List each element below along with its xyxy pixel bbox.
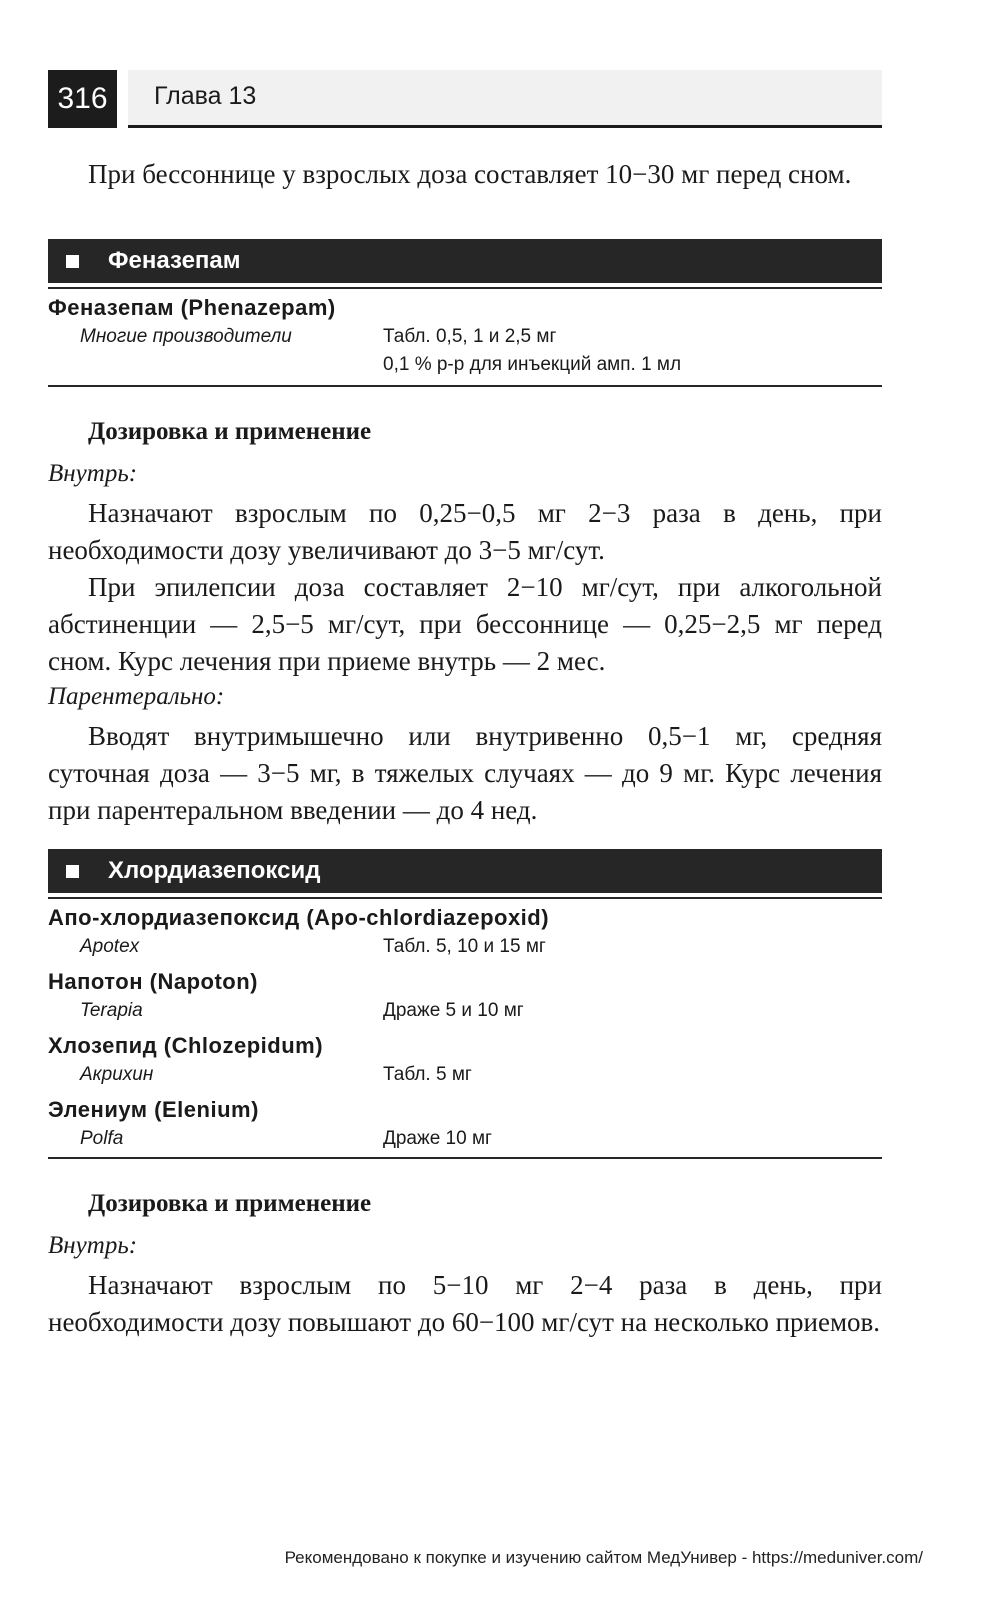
page: [48, 70, 882, 1341]
chapter-title: Глава 13: [154, 82, 257, 110]
drug-entry: [48, 1061, 882, 1089]
manufacturer: Многие производители: [80, 326, 292, 347]
drug-list: [48, 289, 882, 379]
dosage-heading: Дозировка и применение: [88, 418, 372, 445]
intro-paragraph: При бессоннице у взрослых доза составляет 10−30 мг перед сном.: [88, 159, 852, 189]
route-label: Парентерально:: [48, 683, 225, 710]
section-heading-phenazepam: [48, 239, 882, 283]
page-number: 316: [48, 70, 117, 128]
drug-name: Хлозепид (Chlozepidum): [48, 1033, 324, 1058]
route-label: Внутрь:: [48, 1232, 138, 1259]
square-bullet-icon: [66, 865, 79, 878]
dosage-form: Табл. 0,5, 1 и 2,5 мг: [383, 326, 557, 347]
drug-entry: [48, 1125, 882, 1153]
dosage-form: Табл. 5, 10 и 15 мг: [383, 936, 546, 957]
square-bullet-icon: [66, 255, 79, 268]
paragraph: При эпилепсии доза составляет 2−10 мг/сут, при алкогольной абстиненции — 2,5−5 мг/сут, при бессоннице — 0,25−2,5 мг перед сном. Курс лечения при приеме внутрь — 2 мес.: [48, 572, 882, 676]
paragraph: Назначают взрослым по 5−10 мг 2−4 раза в день, при необходимости дозу повышают до 60−100 мг/сут на несколько приемов.: [48, 1270, 882, 1337]
dosage-form: Драже 10 мг: [383, 1128, 492, 1149]
manufacturer: Apotex: [80, 936, 140, 957]
page-header: [48, 70, 882, 128]
drug-name: Феназепам (Phenazepam): [48, 295, 336, 320]
drug-list: [48, 899, 882, 1153]
drug-entry: [48, 933, 882, 961]
section-title: Хлордиазепоксид: [108, 857, 321, 884]
manufacturer: Terapia: [80, 1000, 143, 1021]
paragraph: Назначают взрослым по 0,25−0,5 мг 2−3 раза в день, при необходимости дозу увеличивают до 3−5 мг/сут.: [48, 498, 882, 565]
dosage-form: Табл. 5 мг: [383, 1064, 472, 1085]
drug-entry: [48, 351, 882, 379]
route-label: Внутрь:: [48, 460, 138, 487]
drug-name: Напотон (Napoton): [48, 969, 258, 994]
drug-entry: [48, 323, 882, 351]
chapter-bar: [128, 70, 882, 128]
dosage-heading: Дозировка и применение: [88, 1190, 372, 1217]
section-heading-chlordiazepoxide: [48, 849, 882, 893]
divider: [48, 385, 882, 387]
drug-name: Апо-хлордиазепоксид (Apo-chlordiazepoxid): [48, 905, 550, 930]
paragraph: Вводят внутримышечно или внутривенно 0,5−1 мг, средняя суточная доза — 3−5 мг, в тяжелых случаях — до 9 мг. Курс лечения при парентеральном введении — до 4 нед.: [48, 721, 882, 825]
drug-entry: [48, 997, 882, 1025]
section-title: Феназепам: [108, 247, 241, 274]
dosage-form: 0,1 % р-р для инъекций амп. 1 мл: [383, 354, 682, 375]
footer-watermark: Рекомендовано к покупке и изучению сайтом МедУнивер - https://meduniver.com/: [284, 1548, 923, 1567]
manufacturer: Polfa: [80, 1128, 124, 1149]
manufacturer: Акрихин: [80, 1064, 154, 1085]
divider: [48, 1157, 882, 1159]
drug-name: Элениум (Elenium): [48, 1097, 259, 1122]
dosage-form: Драже 5 и 10 мг: [383, 1000, 524, 1021]
